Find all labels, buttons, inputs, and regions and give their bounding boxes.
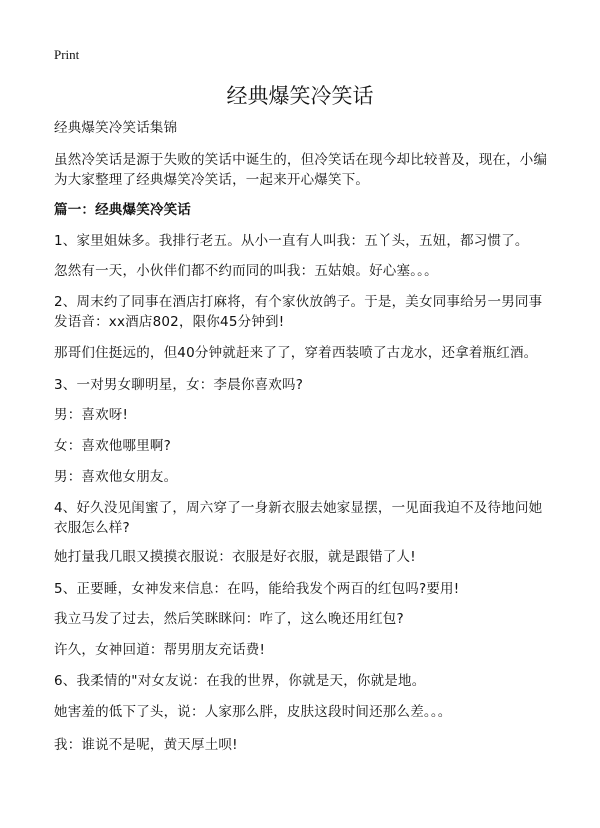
section-heading: 篇一：经典爆笑冷笑话 <box>54 202 191 218</box>
joke-paragraph <box>54 436 171 456</box>
paragraph-line: 2、周末约了同事在酒店打麻将，有个家伙放鸽子。于是，美女同事给另一男同事 <box>54 294 543 310</box>
paragraph-line: 我：谁说不是呢，黄天厚土呗! <box>54 737 238 753</box>
joke-paragraph <box>54 261 438 281</box>
joke-paragraph <box>54 467 177 487</box>
paragraph-line: 我立马发了过去，然后笑眯眯问：咋了，这么晚还用红包? <box>54 611 404 627</box>
joke-paragraph <box>54 735 238 755</box>
paragraph-line: 5、正要睡，女神发来信息：在吗，能给我发个两百的红包吗?要用! <box>54 581 460 597</box>
paragraph-line: 她打量我几眼又摸摸衣服说：衣服是好衣服，就是跟错了人! <box>54 549 416 565</box>
paragraph-line: 男：喜欢呀! <box>54 407 129 423</box>
joke-paragraph <box>54 579 459 599</box>
joke-paragraph <box>54 671 425 691</box>
intro-line: 虽然冷笑话是源于失败的笑话中诞生的，但冷笑话在现今却比较普及，现在，小编 <box>54 152 548 168</box>
joke-paragraph <box>54 498 542 538</box>
paragraph-line: 3、一对男女聊明星，女：李晨你喜欢吗? <box>54 377 304 393</box>
page-title: 经典爆笑冷笑话 <box>226 84 374 108</box>
intro-line: 为大家整理了经典爆笑冷笑话，一起来开心爆笑下。 <box>54 172 370 188</box>
joke-paragraph <box>54 375 303 395</box>
paragraph-line: 她害羞的低下了头，说：人家那么胖，皮肤这段时间还那么差。。。 <box>54 704 452 720</box>
subtitle: 经典爆笑冷笑话集锦 <box>54 120 178 136</box>
joke-paragraph <box>54 292 542 332</box>
joke-paragraph <box>54 609 404 629</box>
paragraph-line: 1、家里姐妹多。我排行老五。从小一直有人叫我：五丫头，五妞，都习惯了。 <box>54 233 529 249</box>
intro-paragraph <box>54 150 547 190</box>
joke-paragraph <box>54 702 452 722</box>
paragraph-line: 忽然有一天，小伙伴们都不约而同的叫我：五姑娘。好心塞。。。 <box>54 263 438 279</box>
joke-paragraph <box>54 405 128 425</box>
paragraph-line: 许久，女神回道：帮男朋友充话费! <box>54 642 266 658</box>
print-link[interactable]: Print <box>54 47 80 62</box>
paragraph-line: 衣服怎么样? <box>54 520 130 536</box>
paragraph-line: 6、我柔情的"对女友说：在我的世界，你就是天，你就是地。 <box>54 673 426 689</box>
joke-paragraph <box>54 343 537 363</box>
paragraph-line: 男：喜欢他女朋友。 <box>54 469 178 485</box>
paragraph-line: 发语音：xx酒店802，限你45分钟到! <box>54 314 285 330</box>
paragraph-line: 那哥们住挺远的，但40分钟就赶来了了，穿着西装喷了古龙水，还拿着瓶红酒。 <box>54 345 538 361</box>
joke-paragraph <box>54 547 416 567</box>
paragraph-line: 4、好久没见闺蜜了，周六穿了一身新衣服去她家显摆，一见面我迫不及待地问她 <box>54 500 543 516</box>
joke-paragraph <box>54 640 265 660</box>
joke-paragraph <box>54 231 529 251</box>
paragraph-line: 女：喜欢他哪里啊? <box>54 438 171 454</box>
